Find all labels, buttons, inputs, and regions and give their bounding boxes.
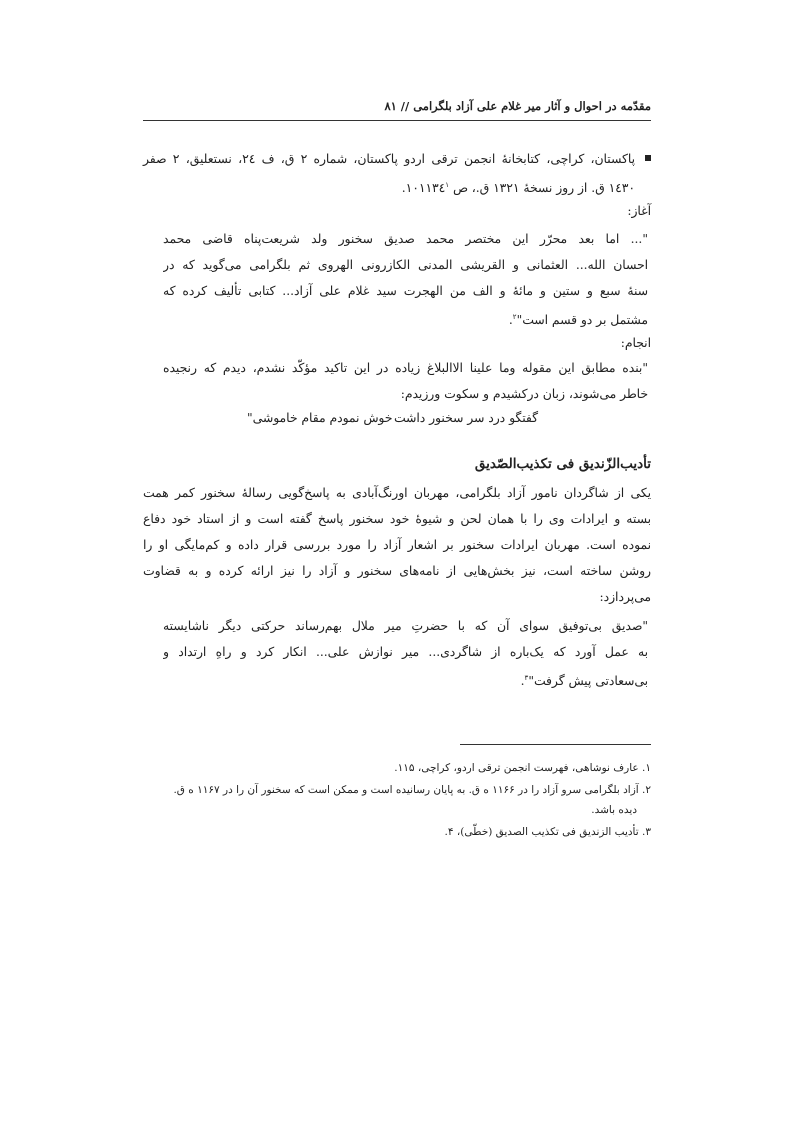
footnote-ref-3[interactable]: ۳ bbox=[524, 674, 529, 682]
manuscript-line-2: ۱٤۳۰ ق. از روز نسخهٔ ۱۳۲۱ ق.، ص ۱۰۱۱۳٤$^۱$. bbox=[401, 181, 635, 196]
paragraph-line: نموده است. مهربان ایرادات سخنور بر اشعار آزاد را مورد بررسی قرار داده و کم‌مایگی او را bbox=[143, 538, 651, 552]
footnote-3: ۳. تأدیب الزندیق فی تکذیب الصدیق (خطّی)، ۴. bbox=[444, 826, 651, 838]
end-label: انجام: bbox=[620, 336, 651, 350]
end-quote-line: "بنده مطابق این مقوله وما علینا الاالبلاغ زیاده در این تاکید مؤکّد نشدم، دیدم که رنجیده bbox=[163, 361, 648, 375]
manuscript-line-1: پاکستان، کراچی، کتابخانهٔ انجمن ترقی اردو پاکستان، شماره ۲ ق، ف ۲٤، نستعلیق، ۲ صفر bbox=[143, 152, 636, 166]
footnote-2: ۲. آزاد بلگرامی سرو آزاد را در ۱۱۶۶ ه ق. به پایان رسانیده است و ممکن است که سخنور آن را در ۱۱۶۷ ه ق. bbox=[173, 784, 651, 796]
running-header-text: مقدّمه در احوال و آثار میر غلام علی آزاد بلگرامی // ۸۱ bbox=[384, 99, 651, 113]
footnote-ref-2[interactable]: ۲ bbox=[512, 313, 517, 321]
section-quote-line: بی‌سعادتی پیش گرفت"$^۳$. bbox=[520, 674, 648, 689]
paragraph-line: یکی از شاگردان نامور آزاد بلگرامی، مهربان اورنگ‌آبادی به پاسخ‌گویی رسالهٔ سخنور کمر همت bbox=[143, 486, 651, 500]
section-paragraph bbox=[143, 480, 651, 610]
section-quote bbox=[163, 613, 648, 691]
footnote-1: ۱. عارف نوشاهی، فهرست انجمن ترقی اردو، کراچی، ۱۱۵. bbox=[394, 762, 651, 774]
footnote-divider bbox=[460, 744, 651, 745]
section-quote-line: به عمل آورد که یک‌باره از شاگردی... میر نوازش علی... انکار کرد و راهِ ارتداد و bbox=[163, 645, 648, 659]
footnote-ref-1[interactable]: ۱ bbox=[445, 181, 450, 189]
end-quote-line: خاطر می‌شوند، زبان درکشیدم و سکوت ورزیدم: bbox=[400, 387, 648, 401]
running-header bbox=[143, 98, 651, 121]
footnote-2-continued: دیده باشد. bbox=[591, 804, 637, 816]
start-quote-line: احسان الله... العثمانی و القریشی المدنی الکازرونی الهروی ثم بلگرامی می‌گوید که در bbox=[163, 258, 648, 272]
manuscript-entry-continued bbox=[143, 172, 651, 198]
manuscript-entry bbox=[143, 146, 651, 172]
start-quote bbox=[163, 226, 648, 330]
end-quote bbox=[163, 355, 648, 407]
paragraph-line: بسته و ایرادات وی را با همان لحن و شیوهٔ خود سخنور پاسخ گفته است و از استاد خود دفاع bbox=[143, 512, 651, 526]
start-label: آغاز: bbox=[627, 204, 651, 218]
bullet-square-icon bbox=[645, 155, 651, 161]
verse-hemistich-right: گفتگو درد سر سخنور داشت bbox=[393, 411, 538, 425]
start-quote-line: "... اما بعد محرّر این مختصر محمد صدیق سخنور ولد شریعت‌پناه قاضی محمد bbox=[163, 232, 648, 246]
paragraph-line: می‌پردازد: bbox=[599, 590, 651, 604]
verse-hemistich-left: خوش نمودم مقام خاموشی" bbox=[247, 411, 393, 425]
section-title: تأدیب‌الزّندیق فی تکذیب‌الصّدیق bbox=[474, 456, 651, 472]
start-quote-line: مشتمل بر دو قسم است"$^۲$. bbox=[508, 313, 648, 328]
verse-couplet bbox=[163, 405, 648, 431]
section-quote-line: "صدیق بی‌توفیق سوای آن که با حضرتِ میر ملال بهم‌رساند حرکتی دیگر ناشایسته bbox=[163, 619, 648, 633]
start-quote-line: سنهٔ سبع و ستین و مائهٔ و الف من الهجرت سید غلام علی آزاد... کتابی تألیف کرده که bbox=[163, 284, 648, 298]
paragraph-line: روشن ساخته است، نیز بخش‌هایی از نامه‌های سخنور و آزاد را نیز ارائه کرده و به قضاوت bbox=[143, 564, 651, 578]
